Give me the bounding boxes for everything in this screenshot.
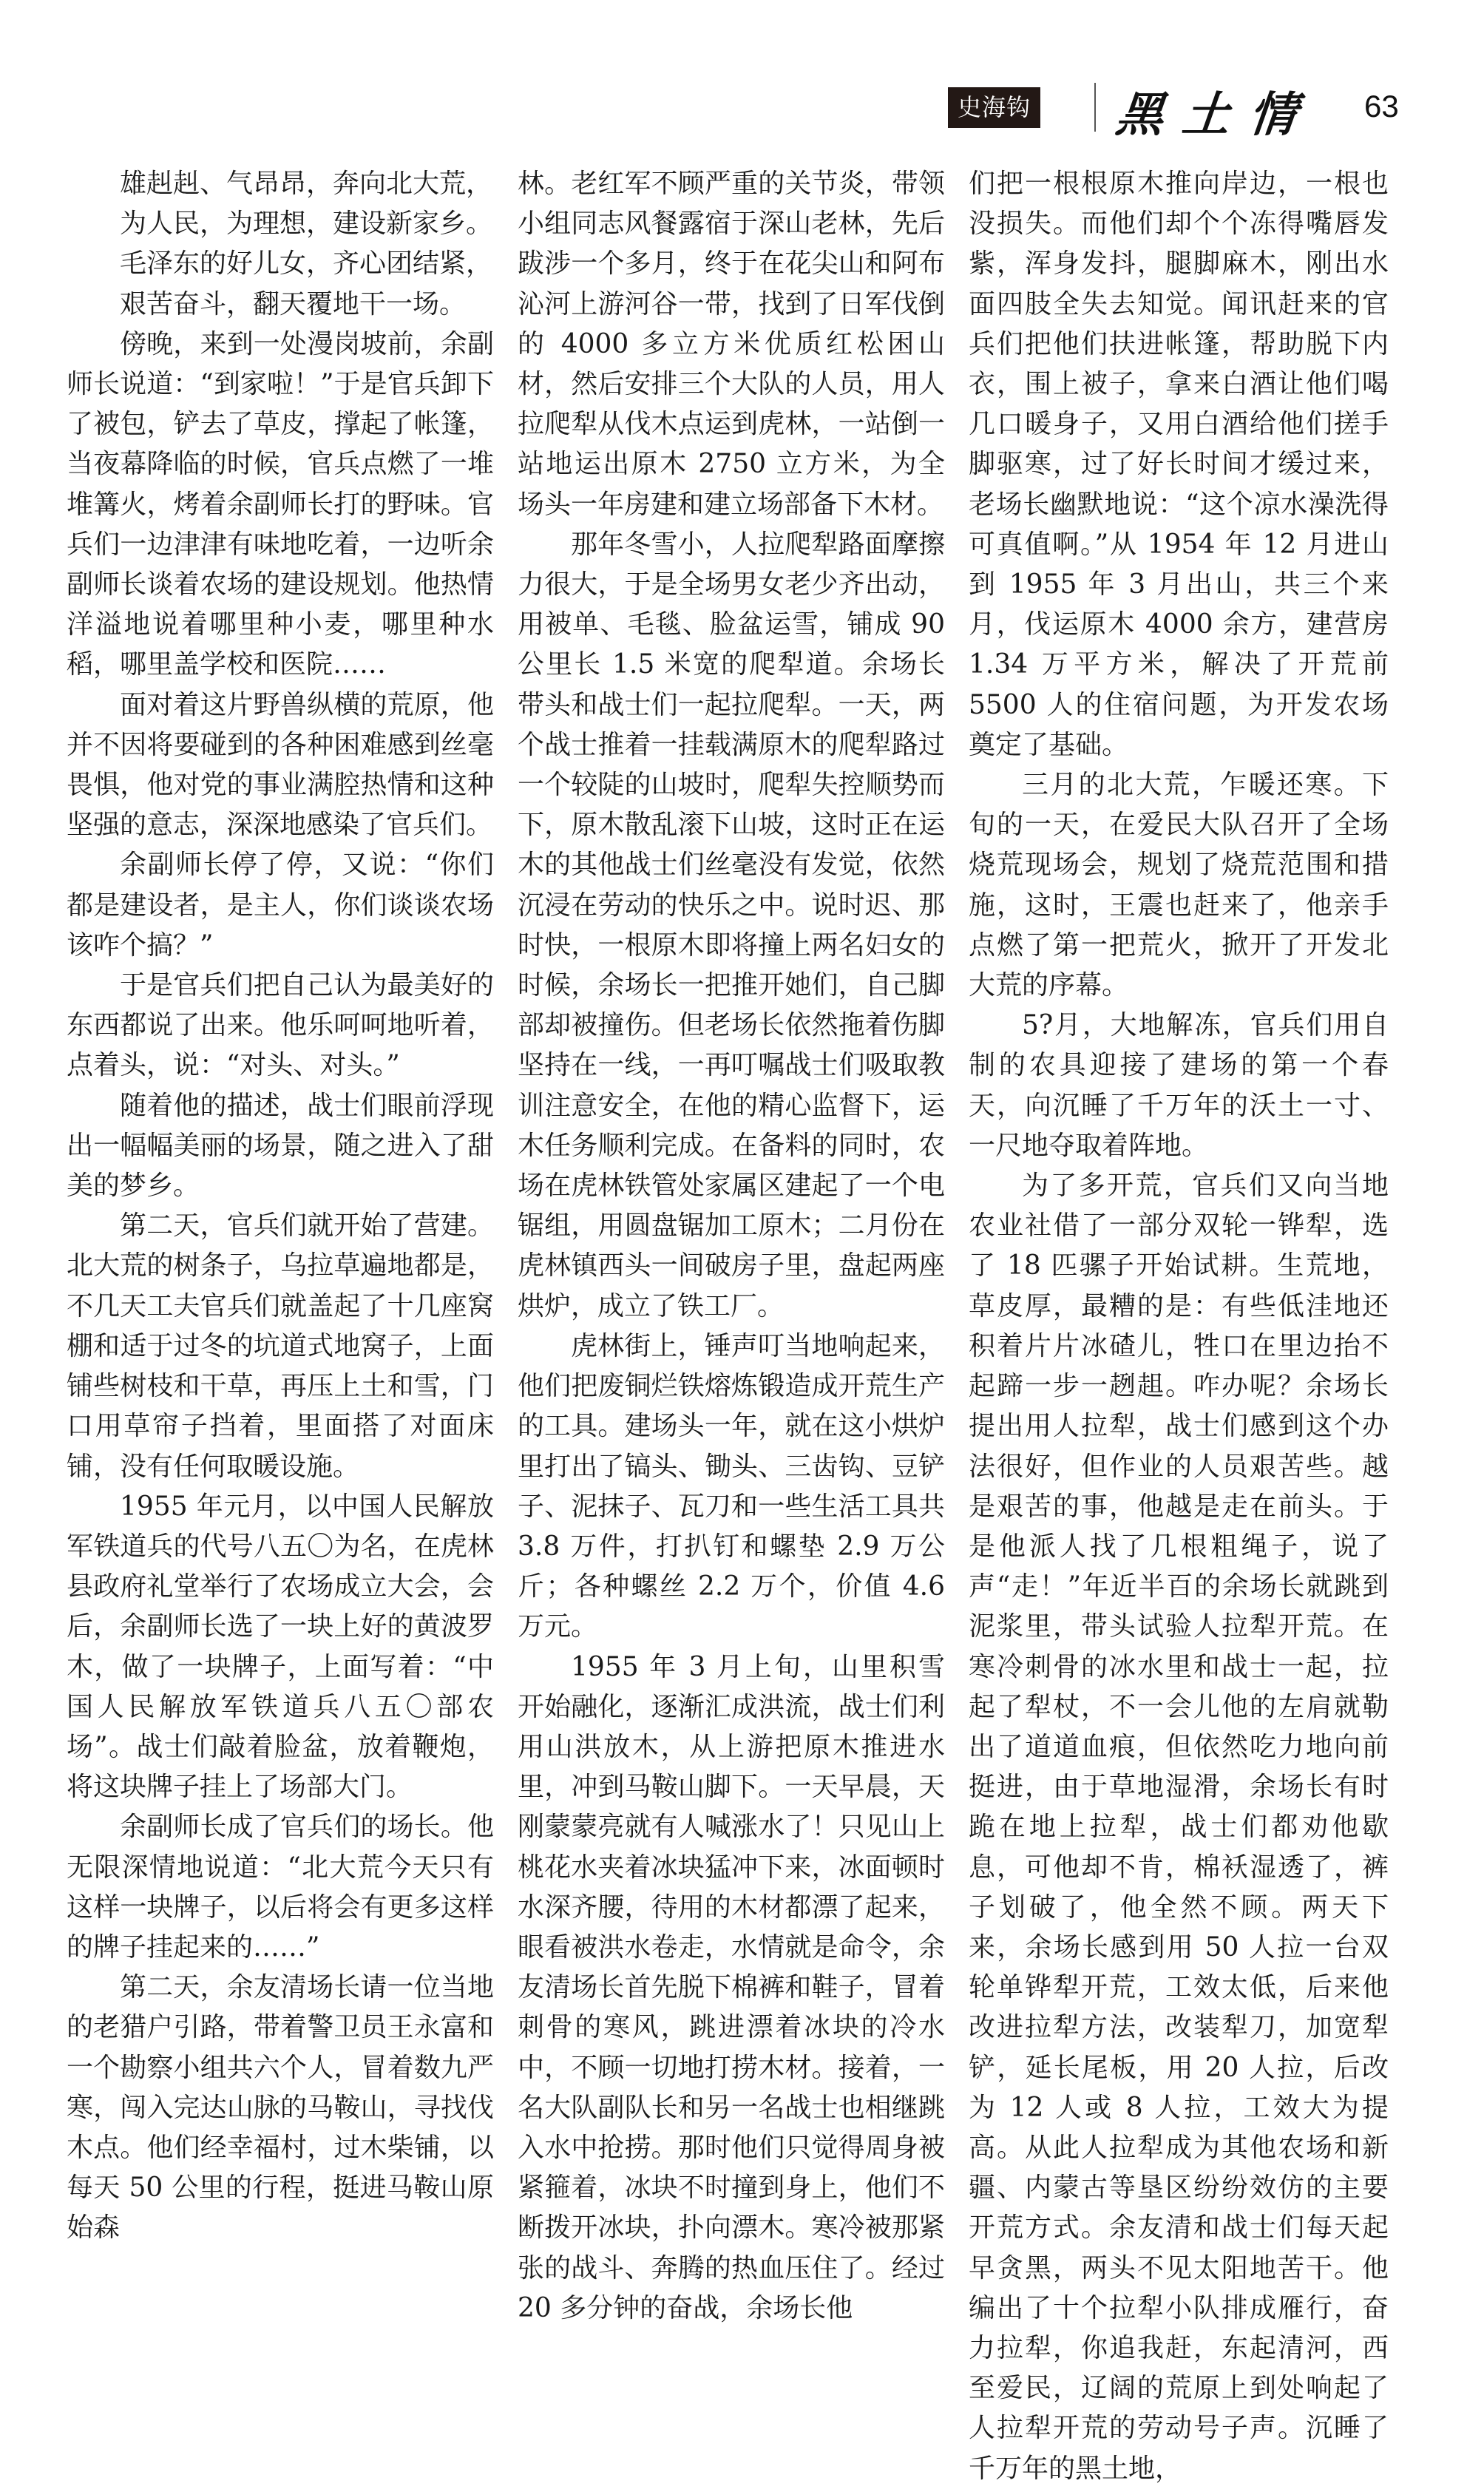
header-divider	[1094, 83, 1096, 132]
paragraph: 面对着这片野兽纵横的荒原，他并不因将要碰到的各种困难感到丝毫畏惧，他对党的事业满腔热情和这种坚强的意志，深深地感染了官兵们。	[67, 689, 494, 841]
paragraph: 第二天，余友清场长请一位当地的老猎户引路，带着警卫员王永富和一个勘察小组共六个人，冒着数九严寒，闯入完达山脉的马鞍山，寻找伐木点。他们经幸福村，过木柴铺，以每天 50 公里的行程，挺进马鞍山原始森	[67, 1972, 494, 2244]
paragraph: 三月的北大荒，乍暖还寒。下旬的一天，在爱民大队召开了全场烧荒现场会，规划了烧荒范围和措施，这时，王震也赶来了，他亲手点燃了第一把荒火，掀开了开发北大荒的序幕。	[969, 770, 1389, 1001]
page-header	[0, 81, 1484, 162]
paragraph: 第二天，官兵们就开始了营建。北大荒的树条子，乌拉草遍地都是，不几天工夫官兵们就盖起了十几座窝棚和适于过冬的坑道式地窝子，上面铺些树枝和干草，再压上土和雪，门口用草帘子挡着，里面搭了对面床铺，没有任何取暖设施。	[67, 1210, 494, 1482]
poem-line: 毛泽东的好儿女，齐心团结紧，	[120, 248, 493, 280]
poem-line: 雄赳赳、气昂昂，奔向北大荒，	[120, 169, 493, 199]
paragraph: 余副师长成了官兵们的场长。他无限深情地说道：“北大荒今天只有这样一块牌子，以后将会有更多这样的牌子挂起来的……”	[67, 1812, 494, 1963]
section-tag: 史海钩沉	[948, 87, 1040, 128]
poem-line: 艰苦奋斗，翻天覆地干一场。	[120, 288, 467, 319]
paragraph: 为了多开荒，官兵们又向当地农业社借了一部分双轮一铧犁，选了 18 匹骡子开始试耕。生荒地，草皮厚，最糟的是：有些低洼地还积着片片冰碴儿，牲口在里边抬不起蹄一步一趔趄。咋办呢？余场长提出用人拉犁，战士们感到这个办法很好，但作业的人员艰苦些。越是艰苦的事，他越是走在前头。于是他派人找了几根粗绳子，说了声“走！”年近半百的余场长就跳到泥浆里，带头试验人拉犁开荒。在寒冷刺骨的冰水里和战士一起，拉起了犁杖，不一会儿他的左肩就勒出了道道血痕，但依然吃力地向前挺进，由于草地湿滑，余场长有时跪在地上拉犁，战士们都劝他歇息，可他却不肯，棉袄湿透了，裤子划破了，他全然不顾。两天下来，余场长感到用 50 人拉一台双轮单铧犁开荒，工效太低，后来他改进拉犁方法，改装犁刀，加宽犁铲，延长尾板，用 20 人拉，后改为 12 人或 8 人拉，工效大为提高。从此人拉犁成为其他农场和新疆、内蒙古等垦区纷纷效仿的主要开荒方式。余友清和战士们每天起早贪黑，两头不见太阳地苦干。他编出了十个拉犁小队排成雁行，奋力拉犁，你追我赶，东起清河，西至爱民，辽阔的荒原上到处响起了人拉犁开荒的劳动号子声。沉睡了千万年的黑土地，	[969, 1171, 1389, 2484]
page-number: 63	[1364, 89, 1399, 123]
paragraph: 余副师长停了停，又说：“你们都是建设者，是主人，你们谈谈农场该咋个搞？”	[67, 850, 494, 961]
paragraph: 随着他的描述，战士们眼前浮现出一幅幅美丽的场景，随之进入了甜美的梦乡。	[67, 1090, 494, 1202]
poem-line: 为人民，为理想，建设新家乡。	[120, 209, 493, 240]
paragraph: 虎林街上，锤声叮当地响起来，他们把废铜烂铁熔炼锻造成开荒生产的工具。建场头一年，就在这小烘炉里打出了镐头、锄头、三齿钩、豆铲子、泥抹子、瓦刀和一些生活工具共 3.8 万件，打扒钉和螺垫 2.9 万公斤；各种螺丝 2.2 万个，价值 4.6 万元。	[518, 1330, 945, 1642]
paragraph: 于是官兵们把自己认为最美好的东西都说了出来。他乐呵呵地听着，点着头，说：“对头、对头。”	[67, 970, 494, 1081]
text-column-3	[969, 164, 1389, 2489]
paragraph: 傍晚，来到一处漫岗坡前，余副师长说道：“到家啦！”于是官兵卸下了被包，铲去了草皮，撑起了帐篷，当夜幕降临的时候，官兵点燃了一堆堆篝火，烤着余副师长打的野味。官兵们一边津津有味地吃着，一边听余副师长谈着农场的建设规划。他热情洋溢地说着哪里种小麦，哪里种水稻，哪里盖学校和医院……	[67, 328, 494, 680]
paragraph: 们把一根根原木推向岸边，一根也没损失。而他们却个个冻得嘴唇发紫，浑身发抖，腿脚麻木，刚出水面四肢全失去知觉。闻讯赶来的官兵们把他们扶进帐篷，帮助脱下内衣，围上被子，拿来白酒让他们喝几口暖身子，又用白酒给他们搓手脚驱寒，过了好长时间才缓过来，老场长幽默地说：“这个凉水澡洗得可真值啊。”从 1954 年 12 月进山到 1955 年 3 月出山，共三个来月，伐运原木 4000 余方，建营房 1.34 万平方米，解决了开荒前 5500 人的住宿问题，为开发农场奠定了基础。	[969, 169, 1389, 760]
paragraph: 1955 年元月，以中国人民解放军铁道兵的代号八五〇为名，在虎林县政府礼堂举行了农场成立大会，会后，余副师长选了一块上好的黄波罗木，做了一块牌子，上面写着：“中国人民解放军铁道兵八五〇部农场”。战士们敲着脸盆，放着鞭炮，将这块牌子挂上了场部大门。	[67, 1491, 494, 1803]
paragraph: 那年冬雪小，人拉爬犁路面摩擦力很大，于是全场男女老少齐出动，用被单、毛毯、脸盆运雪，铺成 90 公里长 1.5 米宽的爬犁道。余场长带头和战士们一起拉爬犁。一天，两个战士推着一挂载满原木的爬犁路过一个较陡的山坡时，爬犁失控顺势而下，原木散乱滚下山坡，这时正在运木的其他战士们丝毫没有发觉，依然沉浸在劳动的快乐之中。说时迟、那时快，一根原木即将撞上两名妇女的时候，余场长一把推开她们，自己脚部却被撞伤。但老场长依然拖着伤脚坚持在一线，一再叮嘱战士们吸取教训注意安全，在他的精心监督下，运木任务顺利完成。在备料的同时，农场在虎林铁管处家属区建起了一个电锯组，用圆盘锯加工原木；二月份在虎林镇西头一间破房子里，盘起两座烘炉，成立了铁工厂。	[518, 529, 945, 1321]
paragraph: 林。老红军不顾严重的关节炎，带领小组同志风餐露宿于深山老林，先后跋涉一个多月，终于在花尖山和阿布沁河上游河谷一带，找到了日军伐倒的 4000 多立方米优质红松困山材，然后安排三个大队的人员，用人拉爬犁从伐木点运到虎林，一站倒一站地运出原木 2750 立方米，为全场头一年房建和建立场部备下木材。	[518, 169, 945, 520]
magazine-title-logo: 黑土情	[1113, 87, 1319, 143]
text-column-1	[67, 164, 494, 2249]
paragraph: 1955 年 3 月上旬，山里积雪开始融化，逐渐汇成洪流，战士们利用山洪放木，从上游把原木推进水里，冲到马鞍山脚下。一天早晨，天刚蒙蒙亮就有人喊涨水了！只见山上桃花水夹着冰块猛冲下来，冰面顿时水深齐腰，待用的木材都漂了起来，眼看被洪水卷走，水情就是命令，余友清场长首先脱下棉裤和鞋子，冒着刺骨的寒风，跳进漂着冰块的冷水中，不顾一切地打捞木材。接着，一名大队副队长和另一名战士也相继跳入水中抢捞。那时他们只觉得周身被紧箍着，冰块不时撞到身上，他们不断拨开冰块，扑向漂木。寒冷被那紧张的战斗、奔腾的热血压住了。经过 20 多分钟的奋战，余场长他	[518, 1651, 945, 2323]
text-column-2	[518, 164, 945, 2329]
paragraph: 5?月，大地解冻，官兵们用自制的农具迎接了建场的第一个春天，向沉睡了千万年的沃土一寸、一尺地夺取着阵地。	[969, 1010, 1389, 1161]
